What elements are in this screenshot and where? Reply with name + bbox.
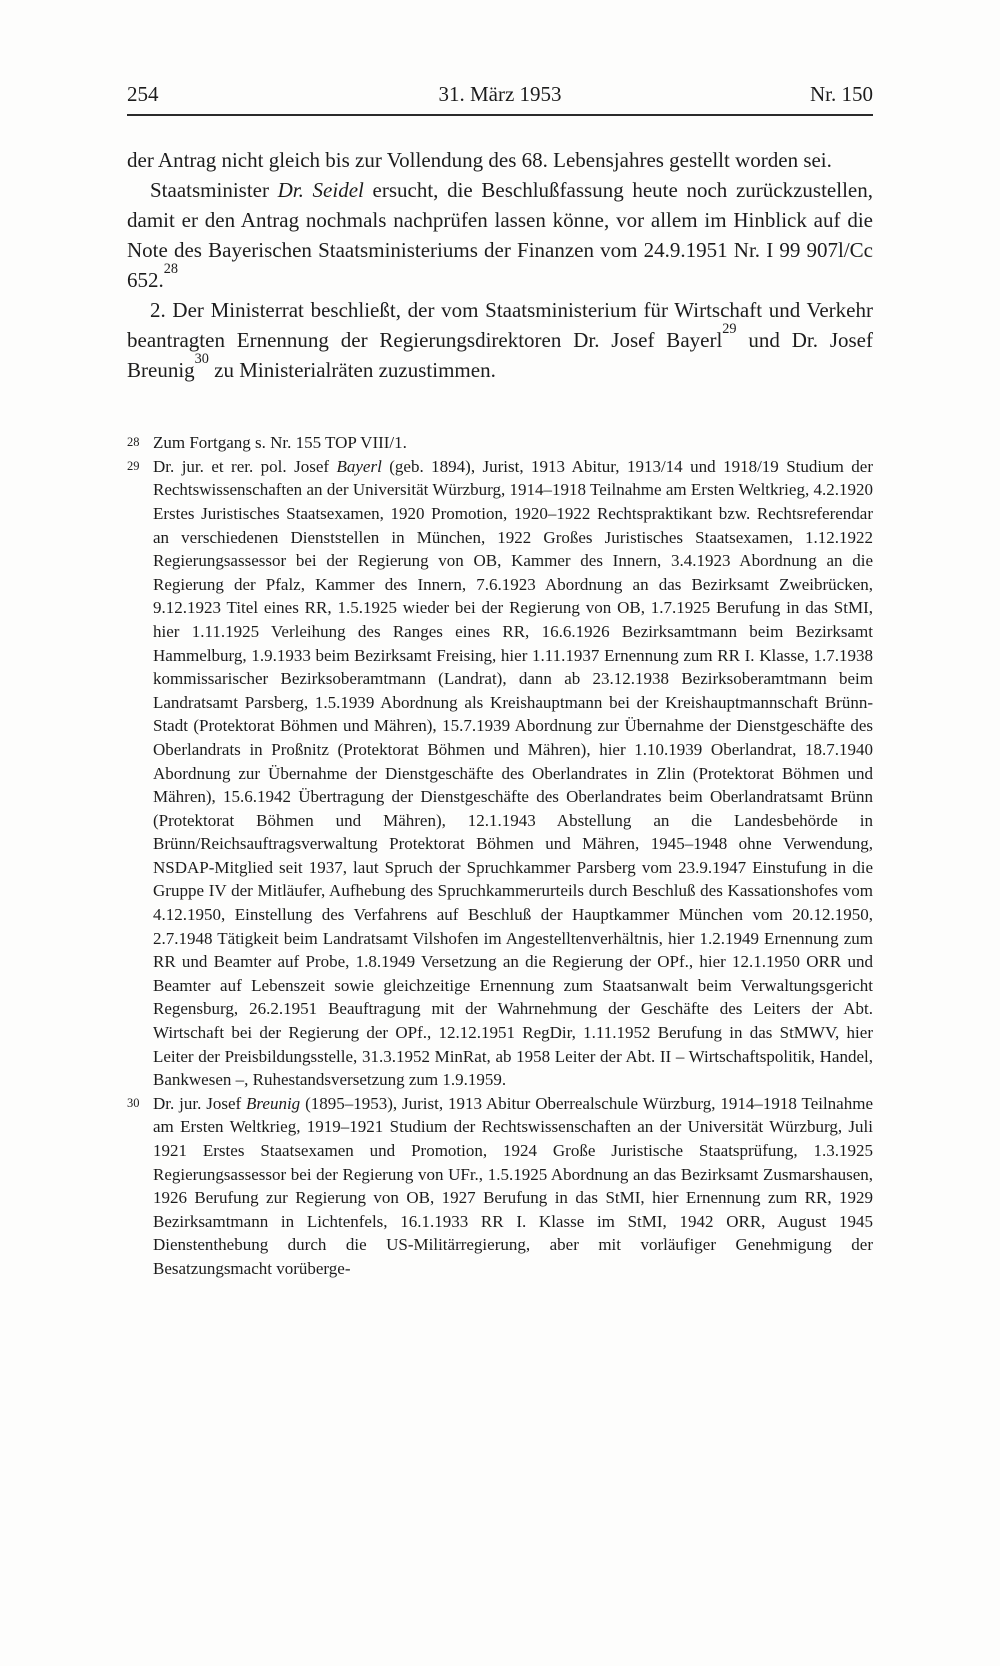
footnote-text: Zum Fortgang s. Nr. 155 TOP VIII/1.	[153, 433, 407, 453]
body-paragraph: Staatsminister Dr. Seidel ersucht, die Beschlußfassung heute noch zurückzustellen, damit er den Antrag nochmals nachprüfen lassen könne, vor allem im Hinblick auf die Note des Bayerischen Staatsministeriums der Finanzen vom 24.9.1951 Nr. I 99 907l/Cc 652.28	[127, 178, 873, 293]
header-date: 31. März 1953	[438, 82, 562, 106]
footnote-number: 28	[127, 435, 140, 450]
footnote-text: Dr. jur. et rer. pol. Josef Bayerl (geb. 1894), Jurist, 1913 Abitur, 1913/14 und 1918/19 Studium der Rechtswissenschaften an der Universität Würzburg, 1914–1918 Teilnahme am Ersten Weltkrieg, 4.2.1920 Erstes Juristisches Staatsexamen, 1920 Promotion, 1920–1922 Rechtspraktikant bzw. Rechtsreferendar an verschiedenen Dienststellen in München, 1922 Großes Juristisches Staatsexamen, 1.12.1922 Regierungsassessor bei der Regierung von OB, Kammer des Innern, 3.4.1923 Abordnung an die Regierung der Pfalz, Kammer des Innern, 7.6.1923 Abordnung an das Bezirksamt Zweibrücken, 9.12.1923 Titel eines RR, 1.5.1925 wieder bei der Regierung von OB, 1.7.1925 Berufung in das StMI, hier 1.11.1925 Verleihung des Ranges eines RR, 16.6.1926 Bezirksamtmann beim Bezirksamt Hammelburg, 1.9.1933 beim Bezirksamt Freising, hier 1.11.1937 Ernennung zum RR I. Klasse, 1.7.1938 kommissarischer Bezirksoberamtmann (Landrat), dann ab 23.12.1938 Bezirksoberamtmann beim Landratsamt Parsberg, 1.5.1939 Abordnung als Kreishauptmann bei der Kreishauptmannschaft Brünn-Stadt (Protektorat Böhmen und Mähren), 15.7.1939 Abordnung zur Übernahme der Dienstgeschäfte des Oberlandrats in Proßnitz (Protektorat Böhmen und Mähren), hier 1.10.1939 Oberlandrat, 18.7.1940 Abordnung zur Übernahme der Dienstgeschäfte des Oberlandrates in Zlin (Protektorat Böhmen und Mähren), 15.6.1942 Übertragung der Dienstgeschäfte des Oberlandrates beim Oberlandratsamt Brünn (Protektorat Böhmen und Mähren), 12.1.1943 Abstellung an die Landesbehörde in Brünn/Reichsauftragsverwaltung Protektorat Böhmen und Mähren, 1945–1948 ohne Verwendung, NSDAP-Mitglied seit 1937, laut Spruch der Spruchkammer Parsberg vom 23.9.1947 Einstufung in die Gruppe IV der Mitläufer, Aufhebung des Spruchkammerurteils durch Beschluß des Kassationshofes vom 4.12.1950, Einstellung des Verfahrens auf Beschluß der Hauptkammer München vom 20.12.1950, 2.7.1948 Tätigkeit beim Landratsamt Vilshofen im Angestelltenverhältnis, hier 1.2.1949 Ernennung zum RR und Beamter auf Probe, 1.8.1949 Versetzung an die Regierung der OPf., hier 12.1.1950 ORR und Beamter auf Lebenszeit sowie gleichzeitige Ernennung zum Staatsanwalt beim Verwaltungsgericht Regensburg, 26.2.1951 Beauftragung mit der Wahrnehmung der Geschäfte des Leiters der Abt. Wirtschaft bei der Regierung der OPf., 12.12.1951 RegDir, 1.11.1952 Berufung in das StMWV, hier Leiter der Preisbildungsstelle, 31.3.1952 MinRat, ab 1958 Leiter der Abt. II – Wirtschaftspolitik, Handel, Bankwesen –, Ruhestandsversetzung zum 1.9.1959.	[153, 456, 874, 1090]
header-issue-number: Nr. 150	[810, 82, 874, 106]
footnote-number: 30	[127, 1095, 140, 1110]
footnote	[127, 455, 873, 1092]
body-text	[127, 145, 873, 385]
body-paragraph: 2. Der Ministerrat beschließt, der vom Staatsministerium für Wirtschaft und Verkehr beantragten Ernennung der Regierungsdirektoren Dr. Josef Bayerl$^{29}$ und Dr. Josef Breunig$^{30}$ zu Ministerialräten zuzustimmen.	[127, 298, 873, 383]
footnote	[127, 1092, 873, 1281]
footnote	[127, 431, 873, 455]
footnotes-section	[127, 431, 873, 1280]
page-header	[127, 82, 873, 107]
footnote-text: Dr. jur. Josef Breunig (1895–1953), Jurist, 1913 Abitur Oberrealschule Würzburg, 1914–1918 Teilnahme am Ersten Weltkrieg, 1919–1921 Studium der Rechtswissenschaften an der Universität Würzburg, Juli 1921 Erstes Staatsexamen und Promotion, 1924 Große Juristische Staatsprüfung, 1.3.1925 Regierungsassessor bei der Regierung von UFr., 1.5.1925 Abordnung an das Bezirksamt Zusmarshausen, 1926 Berufung zur Regierung von OB, 1927 Berufung in das StMI, hier Ernennung zum RR, 1929 Bezirksamtmann in Lichtenfels, 16.1.1933 RR I. Klasse im StMI, 1942 ORR, August 1945 Dienstenthebung durch die US-Militärregierung, aber mit vorläufiger Genehmigung der Besatzungsmacht vorüberge-	[153, 1093, 873, 1278]
body-paragraph: der Antrag nicht gleich bis zur Vollendung des 68. Lebensjahres gestellt worden sei.	[127, 148, 832, 173]
footnote-number: 29	[127, 458, 140, 473]
header-rule	[127, 114, 873, 116]
page-number: 254	[127, 82, 159, 106]
